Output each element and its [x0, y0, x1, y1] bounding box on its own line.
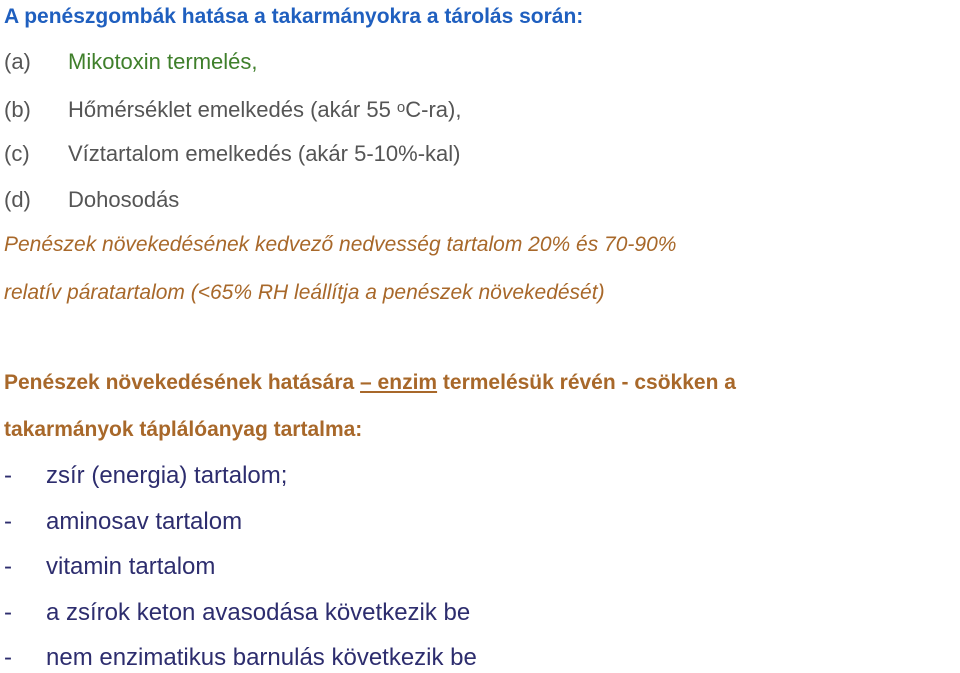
dash-marker: -	[4, 462, 12, 489]
effect-letter: (a)	[4, 49, 31, 74]
growth-note-line-2: relatív páratartalom (<65% RH leállítja a penészek növekedését)	[4, 281, 605, 304]
enzyme-note-underlined: – enzim	[360, 371, 438, 394]
dash-marker: -	[4, 599, 12, 626]
effect-letter: (d)	[4, 187, 31, 212]
nutrient-item	[4, 599, 470, 627]
enzyme-note-line-1	[4, 370, 736, 396]
effect-item-d	[4, 187, 179, 213]
nutrient-text: a zsírok keton avasodása következik be	[46, 599, 471, 626]
nutrient-item	[4, 462, 287, 490]
dash-marker: -	[4, 508, 12, 535]
effect-text: Víztartalom emelkedés (akár 5-10%-kal)	[68, 141, 461, 166]
effect-letter: (c)	[4, 141, 30, 166]
effect-text: Mikotoxin termelés,	[68, 49, 258, 74]
nutrient-text: zsír (energia) tartalom;	[46, 462, 288, 489]
effect-text-end: C-ra),	[405, 97, 462, 122]
enzyme-note-line-2: takarmányok táplálóanyag tartalma:	[4, 418, 363, 441]
effect-item-a	[4, 49, 258, 75]
effect-item-b	[4, 95, 461, 123]
effect-item-c	[4, 141, 460, 167]
enzyme-note-start: Penészek növekedésének hatására	[4, 371, 361, 394]
slide-title: A penészgombák hatása a takarmányokra a tárolás során:	[4, 5, 584, 28]
effect-text: Hőmérséklet emelkedés (akár 55	[68, 97, 397, 122]
nutrient-text: vitamin tartalom	[46, 553, 216, 580]
enzyme-note-end: termelésük révén - csökken a	[437, 371, 736, 394]
nutrient-text: nem enzimatikus barnulás következik be	[46, 644, 477, 671]
effect-letter: (b)	[4, 97, 31, 122]
growth-note-line-1: Penészek növekedésének kedvező nedvesség tartalom 20% és 70-90%	[4, 233, 677, 256]
dash-marker: -	[4, 553, 12, 580]
nutrient-text: aminosav tartalom	[46, 508, 243, 535]
degree-superscript: o	[396, 99, 406, 116]
effect-text: Dohosodás	[68, 187, 180, 212]
nutrient-item	[4, 508, 242, 536]
nutrient-item	[4, 553, 215, 581]
nutrient-item	[4, 644, 477, 672]
dash-marker: -	[4, 644, 12, 671]
